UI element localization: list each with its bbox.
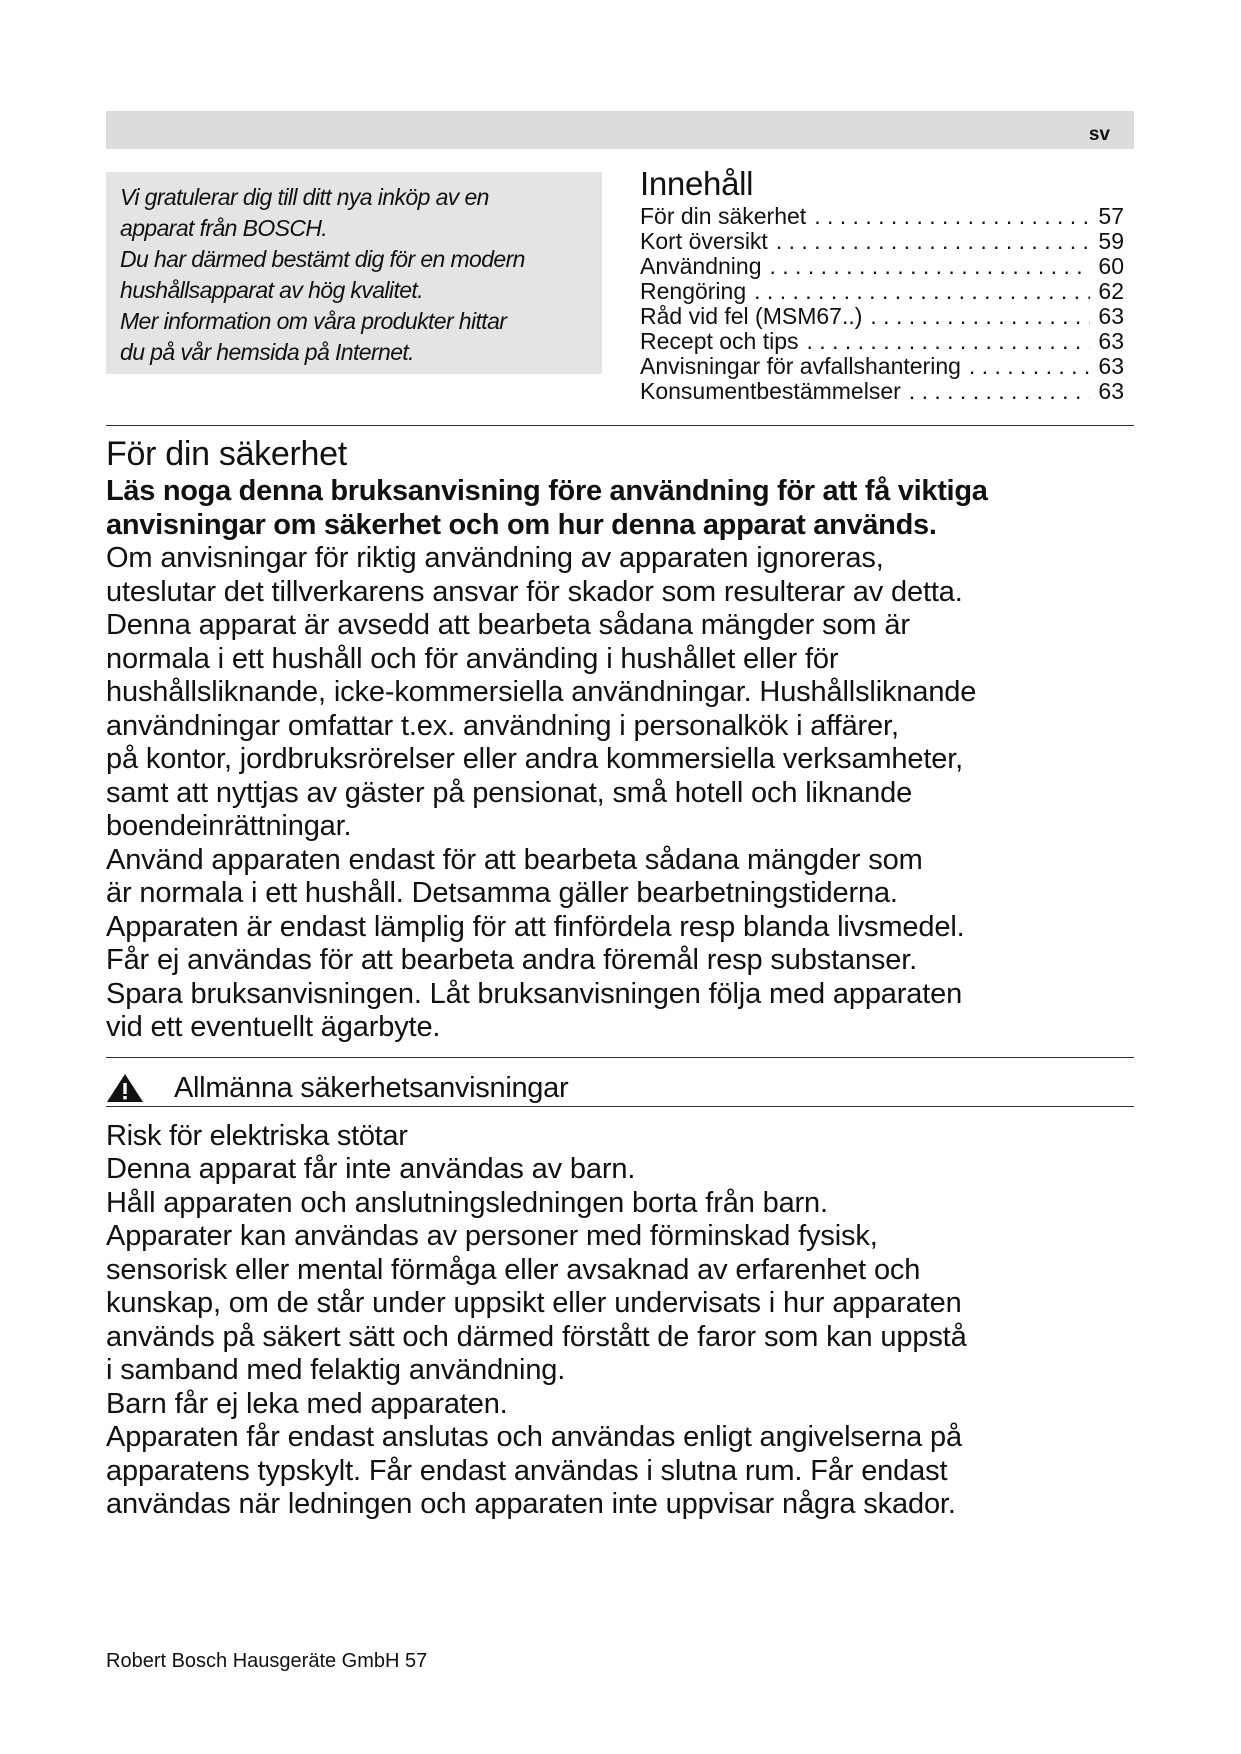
toc-leader-dots [814,204,1090,229]
toc-entry[interactable] [640,229,1124,254]
safety-bold-line: Läs noga denna bruksanvisning före användning för att få viktiga [106,475,988,507]
safety-line: användningar omfattar t.ex. användning i personalkök i affärer, [106,709,899,742]
general-safety-heading: Allmänna säkerhetsanvisningar [174,1071,569,1104]
toc-entry-label: Rengöring [640,278,747,304]
language-code: sv [1088,124,1110,145]
toc-entry[interactable] [640,354,1124,379]
toc-entry[interactable] [640,279,1124,304]
toc-entry-page: 63 [1098,353,1124,379]
safety-line: hushållsliknande, icke-kommersiella användningar. Hushållsliknande [106,676,977,708]
intro-line: du på vår hemsida på Internet. [120,339,414,365]
intro-line: apparat från BOSCH. [120,215,328,241]
safety-line: Om anvisningar för riktig användning av apparaten ignoreras, [106,542,884,574]
safety-bold-line: anvisningar om säkerhet och om hur denna apparat används. [106,508,937,541]
toc-entry[interactable] [640,329,1124,354]
safety-line: Denna apparat är avsedd att bearbeta sådana mängder som är [106,609,910,641]
safety-line: normala i ett hushåll och för använding i hushållet eller för [106,642,839,675]
electric-line: Barn får ej leka med apparaten. [106,1387,508,1420]
toc-entry-label: Kort översikt [640,228,768,254]
safety-line: vid ett eventuellt ägarbyte. [106,1011,441,1043]
electric-line: användas när ledningen och apparaten inte uppvisar några skador. [106,1488,956,1520]
electric-line: i samband med felaktig användning. [106,1354,566,1386]
electric-line: kunskap, om de står under uppsikt eller undervisats i hur apparaten [106,1287,962,1319]
safety-line: samt att nyttjas av gäster på pensionat, små hotell och liknande [106,776,913,809]
intro-box [106,172,602,374]
safety-line: Apparaten är endast lämplig för att finfördela resp blanda livsmedel. [106,910,965,943]
toc-entry[interactable] [640,304,1124,329]
electric-line: Håll apparaten och anslutningsledningen borta från barn. [106,1186,828,1219]
page-footer: Robert Bosch Hausgeräte GmbH 57 [106,1650,428,1672]
section-divider [106,1106,1134,1107]
toc-leader-dots [754,279,1090,304]
safety-line: Använd apparaten endast för att bearbeta sådana mängder som [106,843,923,876]
intro-line: Du har därmed bestämt dig för en modern [120,246,525,272]
safety-body [106,475,1166,1045]
toc-entry-label: Användning [640,253,762,279]
toc-leader-dots [807,329,1091,354]
intro-line: hushållsapparat av hög kvalitet. [120,277,424,303]
section-divider [106,425,1134,426]
safety-line: Får ej användas för att bearbeta andra föremål resp substanser. [106,944,918,976]
toc-entry-page: 60 [1098,253,1124,279]
toc-leader-dots [870,304,1090,329]
safety-line: är normala i ett hushåll. Detsamma gäller bearbetningstiderna. [106,877,898,909]
electric-line: Apparater kan användas av personer med förminskad fysisk, [106,1220,878,1252]
toc-entry-label: Råd vid fel (MSM67..) [640,303,863,329]
toc-leader-dots [909,379,1091,404]
toc-entry-page: 59 [1098,228,1124,254]
general-safety-heading-row [106,1070,568,1106]
language-bar [106,111,1134,149]
toc-entry-page: 63 [1098,378,1124,404]
safety-line: boendeinrättningar. [106,810,352,842]
toc-entry-label: Recept och tips [640,328,799,354]
toc-entry-page: 63 [1098,328,1124,354]
electric-line: Denna apparat får inte användas av barn. [106,1153,636,1185]
toc-entry-page: 63 [1098,303,1124,329]
table-of-contents [640,165,1124,404]
electric-line: apparatens typskylt. Får endast användas i slutna rum. Får endast [106,1454,948,1487]
toc-entry-label: För din säkerhet [640,203,807,229]
electric-line: Apparaten får endast anslutas och användas enligt angivelserna på [106,1421,963,1453]
section-divider [106,1057,1134,1058]
safety-line: Spara bruksanvisningen. Låt bruksanvisningen följa med apparaten [106,977,963,1010]
toc-entry-page: 62 [1098,278,1124,304]
toc-entry-label: Anvisningar för avfallshantering [640,353,961,379]
electric-line: används på säkert sätt och därmed förstått de faror som kan uppstå [106,1320,967,1353]
toc-leader-dots [770,254,1091,279]
toc-title: Innehåll [640,165,754,202]
intro-line: Mer information om våra produkter hittar [120,308,507,334]
toc-entry[interactable] [640,204,1124,229]
safety-line: på kontor, jordbruksrörelser eller andra kommersiella verksamheter, [106,743,964,775]
safety-heading: För din säkerhet [106,435,347,473]
safety-line: uteslutar det tillverkarens ansvar för skador som resulterar av detta. [106,575,963,608]
toc-entry-label: Konsumentbestämmelser [640,378,901,404]
electric-shock-body [106,1153,1166,1522]
toc-leader-dots [969,354,1091,379]
toc-entry-page: 57 [1098,203,1124,229]
electric-line: sensorisk eller mental förmåga eller avsaknad av erfarenhet och [106,1253,921,1286]
intro-line: Vi gratulerar dig till ditt nya inköp av en [120,184,489,210]
warning-triangle-icon [106,1073,144,1103]
toc-entry[interactable] [640,254,1124,279]
electric-shock-heading: Risk för elektriska stötar [106,1120,408,1152]
toc-leader-dots [776,229,1091,254]
toc-entry[interactable] [640,379,1124,404]
